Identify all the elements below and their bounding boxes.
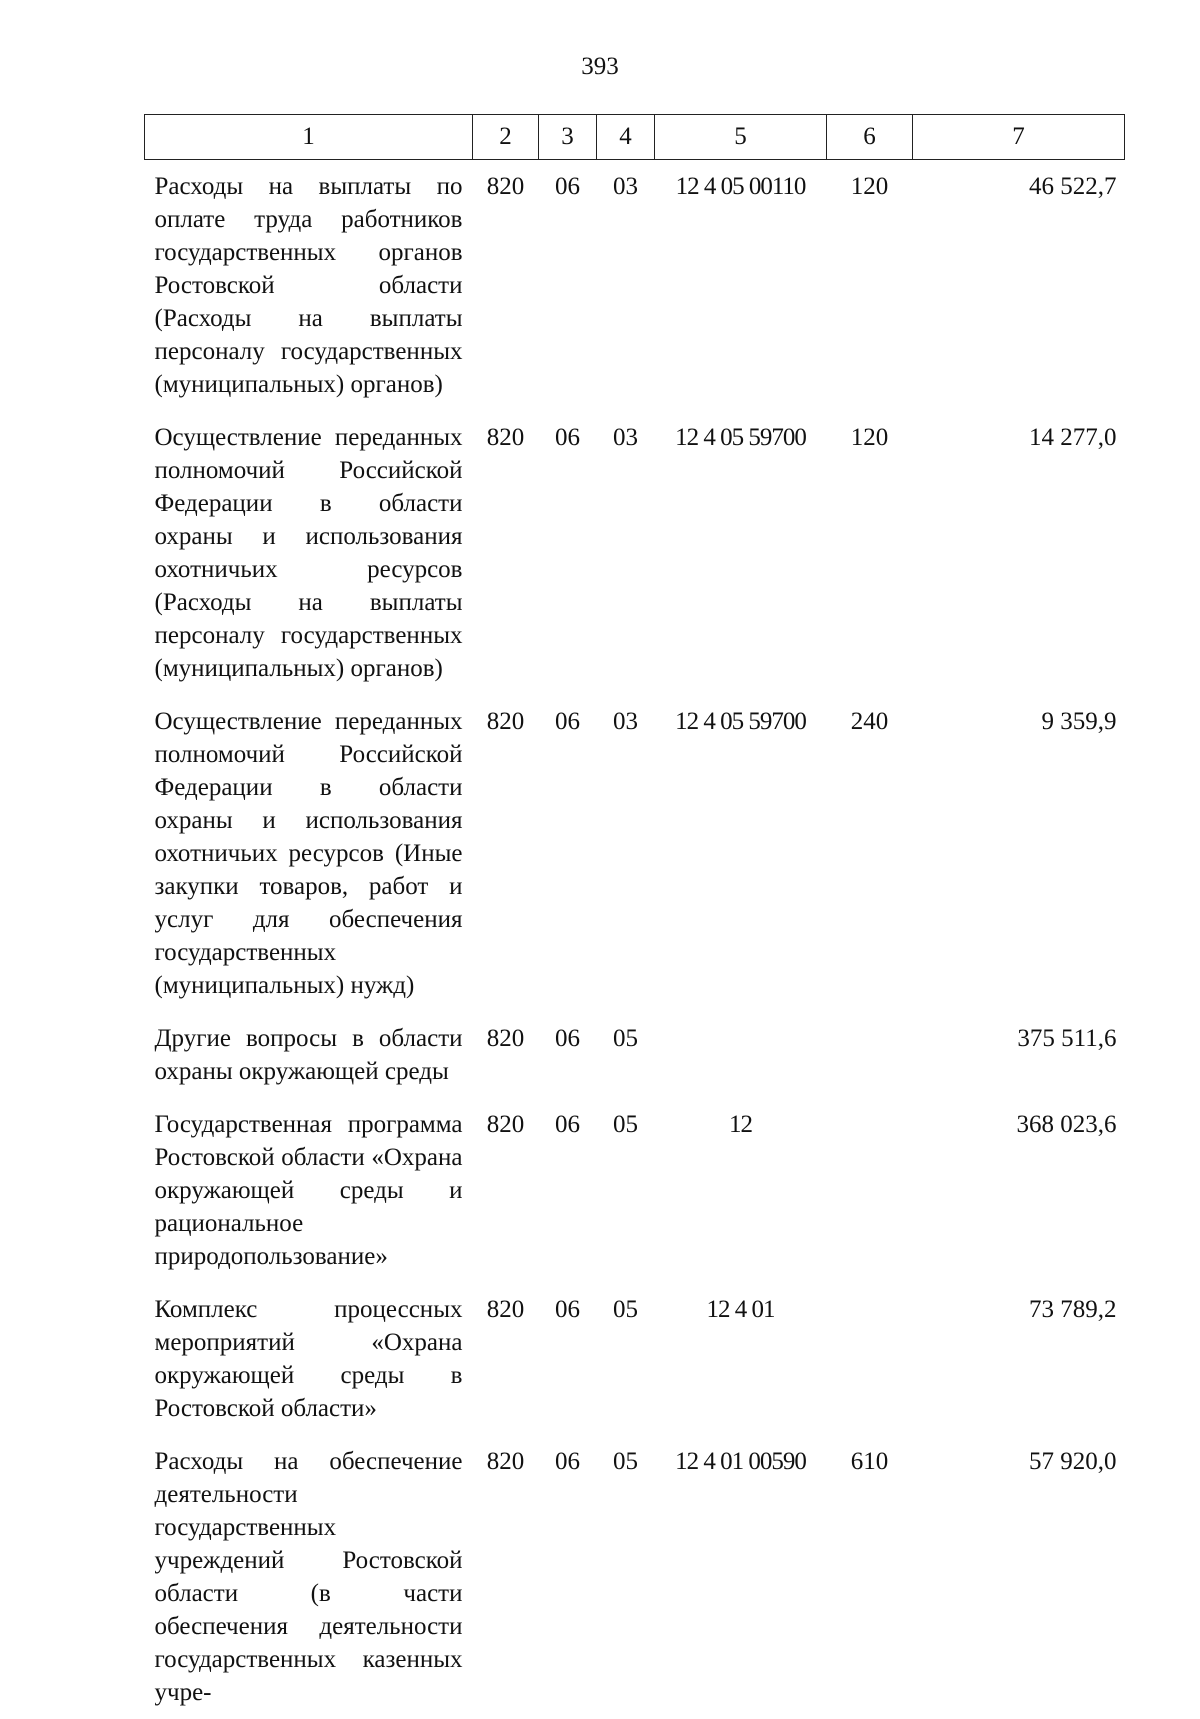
section-code: 06 — [555, 1448, 580, 1475]
target-article-code: 12 4 01 00590 — [675, 1448, 806, 1475]
subsection-code: 03 — [613, 424, 638, 451]
subsection-code: 05 — [613, 1111, 638, 1138]
expense-name: Осуществление переданных полномочий Российской Федерации в области охраны и использования охотничьих ресурсов (Расходы на выплаты персоналу государственных (муниципальных) органов) — [154, 424, 463, 682]
table-row — [145, 1283, 1125, 1435]
ministry-code: 820 — [486, 708, 525, 735]
target-article-code: 12 4 01 — [706, 1296, 775, 1323]
table-row — [145, 1012, 1125, 1098]
expense-type-code — [827, 1283, 913, 1435]
expense-type-code — [827, 1098, 913, 1283]
column-header-2: 2 — [473, 115, 539, 160]
expense-name: Государственная программа Ростовской области «Охрана окружающей среды и рациональное природопользование» — [154, 1111, 463, 1270]
target-article-code — [655, 1012, 827, 1098]
column-header-7: 7 — [913, 115, 1125, 160]
column-header-5: 5 — [655, 115, 827, 160]
table-row — [145, 695, 1125, 1012]
expense-type-code: 120 — [850, 424, 889, 451]
column-header-1: 1 — [145, 115, 473, 160]
target-article-code: 12 4 05 59700 — [675, 424, 806, 451]
subsection-code: 05 — [613, 1025, 638, 1052]
table-row — [145, 160, 1125, 412]
subsection-code: 05 — [613, 1296, 638, 1323]
expense-type-code: 120 — [850, 173, 889, 200]
expense-name: Комплекс процессных мероприятий «Охрана окружающей среды в Ростовской области» — [154, 1296, 463, 1422]
expense-name: Расходы на обеспечение деятельности государственных учреждений Ростовской области (в части обеспечения деятельности государственных казенных учре- — [154, 1448, 463, 1706]
table-header-row — [145, 115, 1125, 160]
subsection-code: 03 — [613, 173, 638, 200]
subsection-code: 05 — [613, 1448, 638, 1475]
table-row — [145, 1435, 1125, 1719]
amount: 368 023,6 — [1016, 1111, 1117, 1138]
amount: 375 511,6 — [1017, 1025, 1117, 1052]
column-header-3: 3 — [539, 115, 597, 160]
target-article-code: 12 4 05 00110 — [675, 173, 806, 200]
target-article-code: 12 4 05 59700 — [675, 708, 806, 735]
table-row — [145, 1098, 1125, 1283]
target-article-code: 12 — [729, 1111, 752, 1138]
amount: 46 522,7 — [1029, 173, 1117, 200]
expense-name: Осуществление переданных полномочий Российской Федерации в области охраны и использования охотничьих ресурсов (Иные закупки товаров, работ и услуг для обеспечения государственных (муниципальных) нужд) — [154, 708, 463, 999]
ministry-code: 820 — [486, 1448, 525, 1475]
section-code: 06 — [555, 173, 580, 200]
ministry-code: 820 — [486, 173, 525, 200]
ministry-code: 820 — [486, 1111, 525, 1138]
subsection-code: 03 — [613, 708, 638, 735]
section-code: 06 — [555, 1111, 580, 1138]
amount: 73 789,2 — [1029, 1296, 1117, 1323]
ministry-code: 820 — [486, 1296, 525, 1323]
section-code: 06 — [555, 1296, 580, 1323]
section-code: 06 — [555, 424, 580, 451]
section-code: 06 — [555, 1025, 580, 1052]
page-number: 393 — [581, 53, 619, 80]
expense-type-code: 610 — [850, 1448, 889, 1475]
amount: 57 920,0 — [1029, 1448, 1117, 1475]
table-row — [145, 411, 1125, 695]
column-header-6: 6 — [827, 115, 913, 160]
amount: 9 359,9 — [1041, 708, 1117, 735]
ministry-code: 820 — [486, 1025, 525, 1052]
amount: 14 277,0 — [1029, 424, 1117, 451]
section-code: 06 — [555, 708, 580, 735]
column-header-4: 4 — [597, 115, 655, 160]
expense-type-code: 240 — [850, 708, 889, 735]
expense-name: Расходы на выплаты по оплате труда работников государственных органов Ростовской области (Расходы на выплаты персоналу государственных (муниципальных) органов) — [154, 173, 463, 398]
ministry-code: 820 — [486, 424, 525, 451]
expense-type-code — [827, 1012, 913, 1098]
budget-table — [144, 114, 1125, 1719]
expense-name: Другие вопросы в области охраны окружающей среды — [154, 1025, 463, 1085]
